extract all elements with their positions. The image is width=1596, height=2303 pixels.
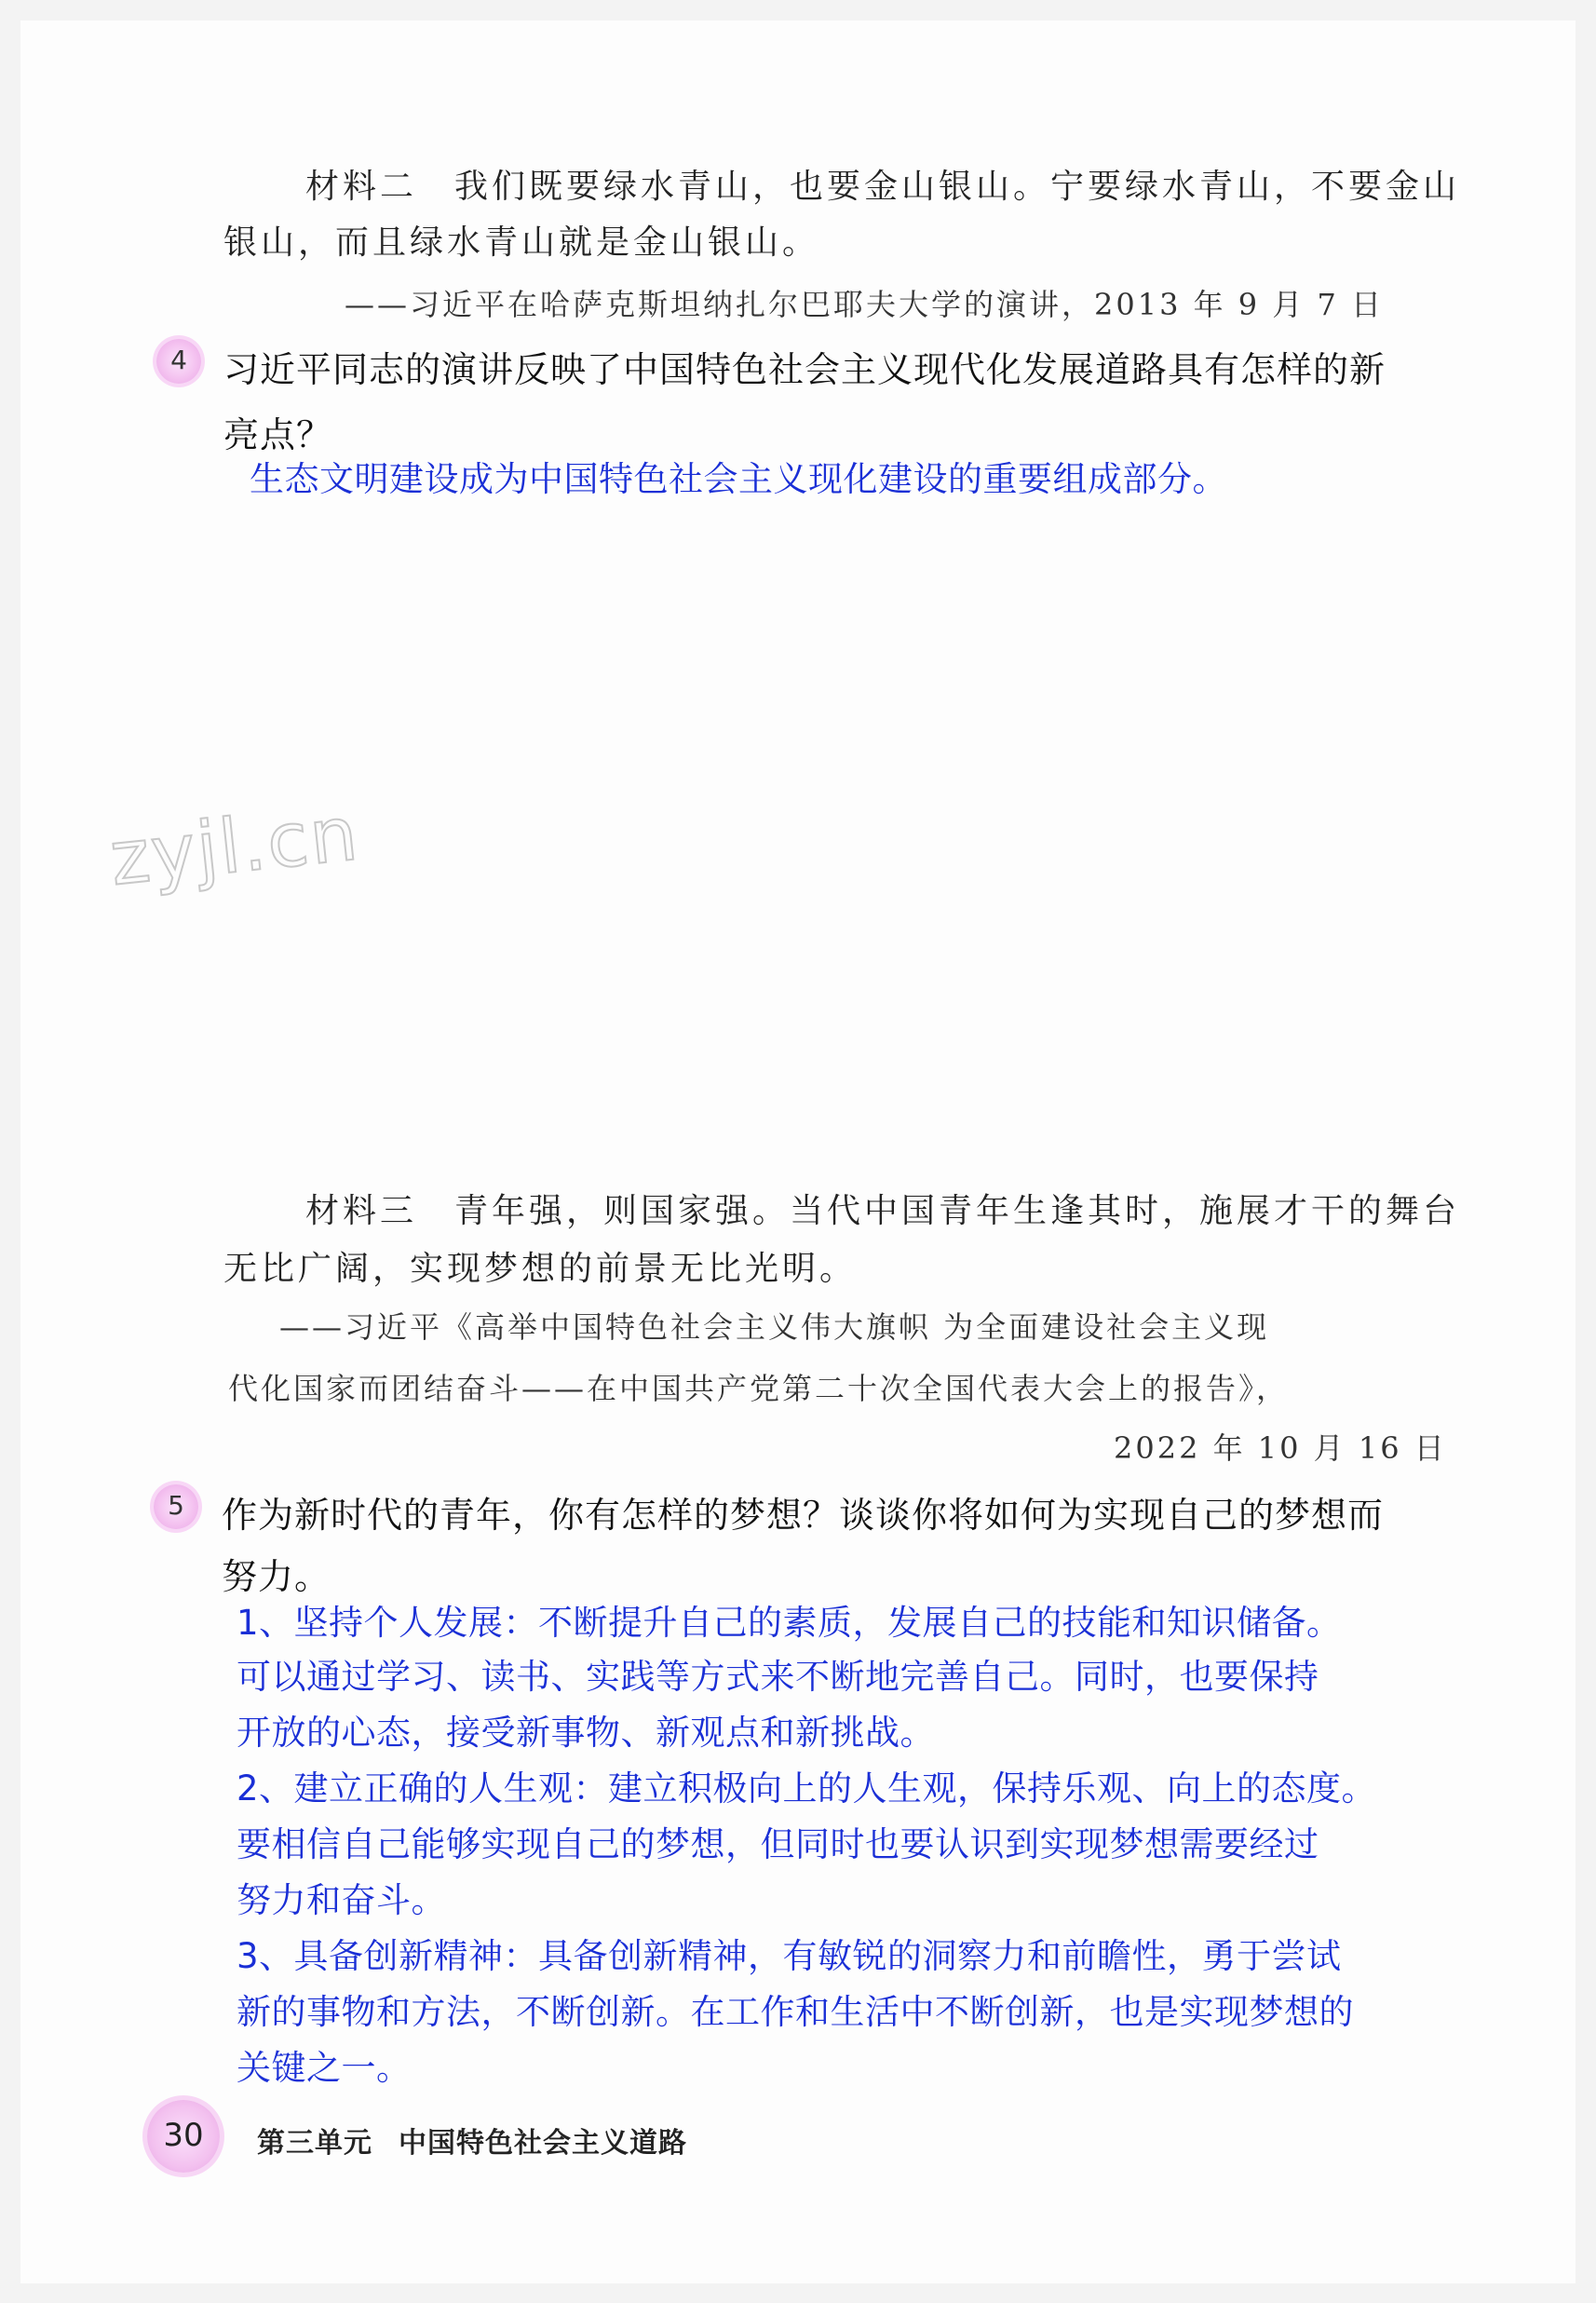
question4-line1: 习近平同志的演讲反映了中国特色社会主义现代化发展道路具有怎样的新 xyxy=(223,349,1386,390)
question5-answer-line: 1、坚持个人发展：不断提升自己的素质，发展自己的技能和知识储备。 xyxy=(237,1603,1342,1643)
question5-answer-line: 新的事物和方法，不断创新。在工作和生活中不断创新，也是实现梦想的 xyxy=(237,1992,1354,2032)
question5-answer-line: 可以通过学习、读书、实践等方式来不断地完善自己。同时，也要保持 xyxy=(237,1657,1319,1697)
material2-line2: 银山，而且绿水青山就是金山银山。 xyxy=(223,224,820,262)
question5-answer-line: 努力和奋斗。 xyxy=(237,1880,446,1920)
material2-citation: ——习近平在哈萨克斯坦纳扎尔巴耶夫大学的演讲，2013 年 9 月 7 日 xyxy=(345,287,1385,322)
question-number-badge: 5 xyxy=(154,1484,198,1529)
material3-citation-date: 2022 年 10 月 16 日 xyxy=(1114,1430,1447,1466)
footer-title: 中国特色社会主义道路 xyxy=(399,2127,687,2160)
question5-line1: 作为新时代的青年，你有怎样的梦想？谈谈你将如何为实现自己的梦想而 xyxy=(222,1495,1385,1536)
footer-unit: 第三单元 xyxy=(257,2127,372,2160)
question5-answer-line: 3、具备创新精神：具备创新精神，有敏锐的洞察力和前瞻性，勇于尝试 xyxy=(237,1936,1342,1976)
question4-line2: 亮点？ xyxy=(223,414,333,455)
watermark: zyjl.cn xyxy=(105,790,364,902)
question4-answer: 生态文明建设成为中国特色社会主义现化建设的重要组成部分。 xyxy=(250,459,1227,499)
question-number-badge: 4 xyxy=(156,339,201,384)
question5-answer-line: 关键之一。 xyxy=(237,2048,412,2088)
question5-answer-line: 要相信自己能够实现自己的梦想，但同时也要认识到实现梦想需要经过 xyxy=(237,1824,1319,1864)
question5-line2: 努力。 xyxy=(222,1556,331,1597)
material3-citation-line1: ——习近平《高举中国特色社会主义伟大旗帜 为全面建设社会主义现 xyxy=(279,1309,1270,1345)
material3-citation-line2: 代化国家而团结奋斗——在中国共产党第二十次全国代表大会上的报告》， xyxy=(228,1371,1290,1406)
material2-line1: 材料二 我们既要绿水青山，也要金山银山。宁要绿水青山，不要金山 xyxy=(305,168,1461,206)
material3-line1: 材料三 青年强，则国家强。当代中国青年生逢其时，施展才干的舞台 xyxy=(305,1192,1461,1230)
material3-line2: 无比广阔，实现梦想的前景无比光明。 xyxy=(223,1250,858,1288)
page-number-badge: 30 xyxy=(147,2100,220,2173)
question5-answer-line: 2、建立正确的人生观：建立积极向上的人生观，保持乐观、向上的态度。 xyxy=(237,1768,1377,1809)
question5-answer-line: 开放的心态，接受新事物、新观点和新挑战。 xyxy=(237,1713,935,1753)
